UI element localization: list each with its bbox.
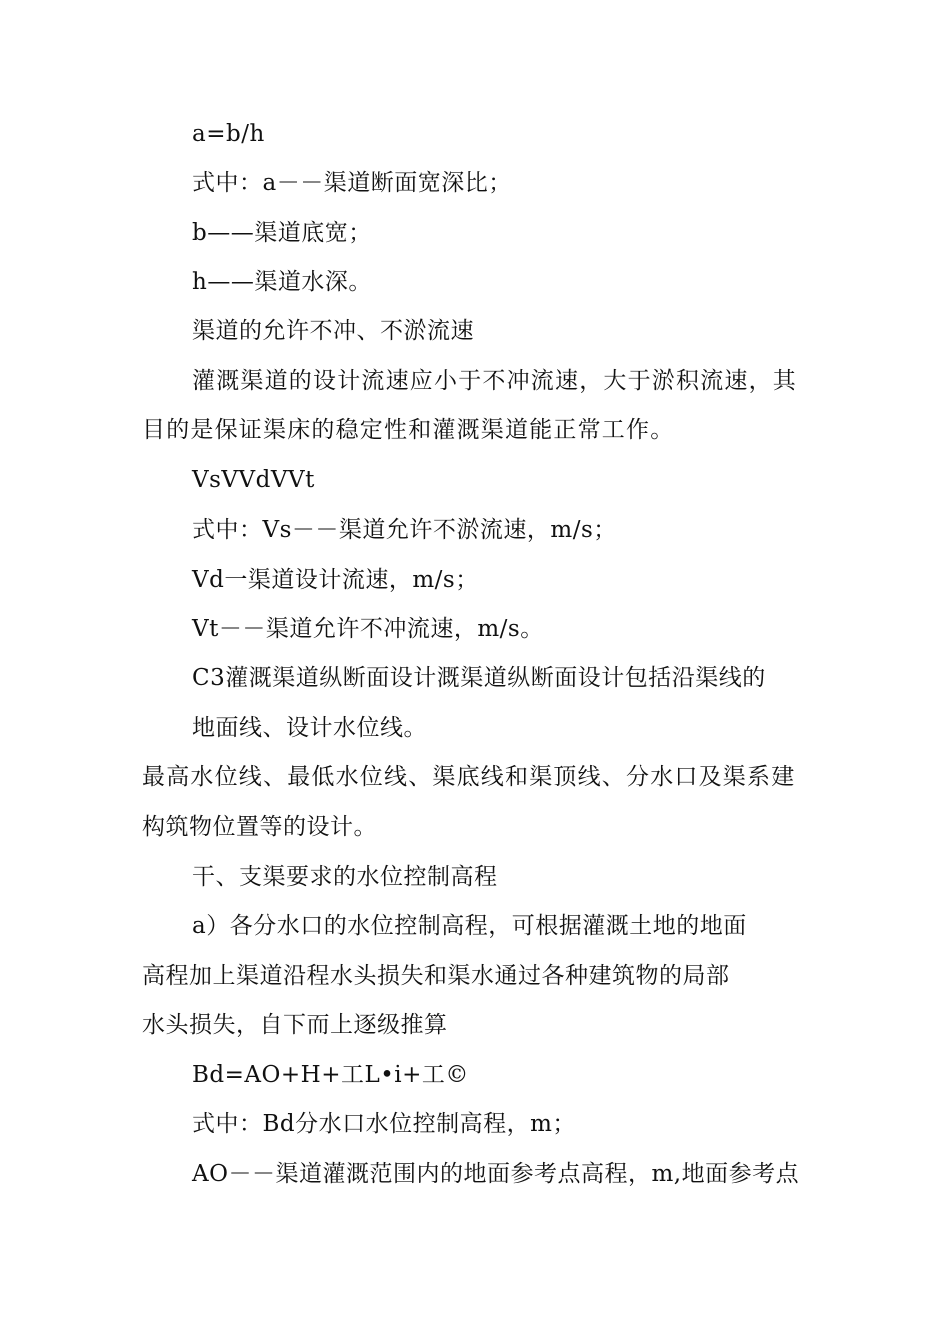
paragraph-line: 目的是保证渠床的稳定性和灌溉渠道能正常工作。 bbox=[142, 417, 675, 443]
paragraph-line: 水头损失，自下而上逐级推算 bbox=[142, 1012, 448, 1038]
formula-velocity-condition: VsVVdVVt bbox=[192, 467, 315, 493]
text-line: Vd一渠道设计流速，m/s； bbox=[192, 567, 479, 593]
text-line: 式中：Vs－－渠道允许不淤流速，m/s； bbox=[192, 517, 617, 543]
paragraph-line: 灌溉渠道的设计流速应小于不冲流速，大于淤积流速，其 bbox=[192, 368, 797, 394]
text-line: Vt－－渠道允许不冲流速，m/s。 bbox=[192, 616, 544, 642]
text-line: h——渠道水深。 bbox=[192, 269, 372, 295]
section-heading: C3灌溉渠道纵断面设计溉渠道纵断面设计包括沿渠线的 bbox=[192, 665, 766, 691]
paragraph-line: 高程加上渠道沿程水头损失和渠水通过各种建筑物的局部 bbox=[142, 963, 730, 989]
formula-control-elevation: Bd=AO+H+工L•i+工© bbox=[192, 1062, 469, 1088]
text-line: 式中：Bd分水口水位控制高程，m； bbox=[192, 1111, 576, 1137]
formula-width-depth-ratio: a=b/h bbox=[192, 121, 265, 147]
text-line: AO－－渠道灌溉范围内的地面参考点高程，m,地面参考点 bbox=[192, 1161, 800, 1187]
section-heading: 渠道的允许不冲、不淤流速 bbox=[192, 318, 474, 344]
text-line: b——渠道底宽； bbox=[192, 220, 372, 246]
text-line: 式中：a－－渠道断面宽深比； bbox=[192, 170, 512, 196]
text-line: 地面线、设计水位线。 bbox=[192, 715, 427, 741]
paragraph-line: 最高水位线、最低水位线、渠底线和渠顶线、分水口及渠系建 bbox=[142, 764, 796, 790]
paragraph-line: 构筑物位置等的设计。 bbox=[142, 814, 377, 840]
section-heading: 干、支渠要求的水位控制高程 bbox=[192, 864, 498, 890]
paragraph-line: a）各分水口的水位控制高程，可根据灌溉土地的地面 bbox=[192, 913, 747, 939]
